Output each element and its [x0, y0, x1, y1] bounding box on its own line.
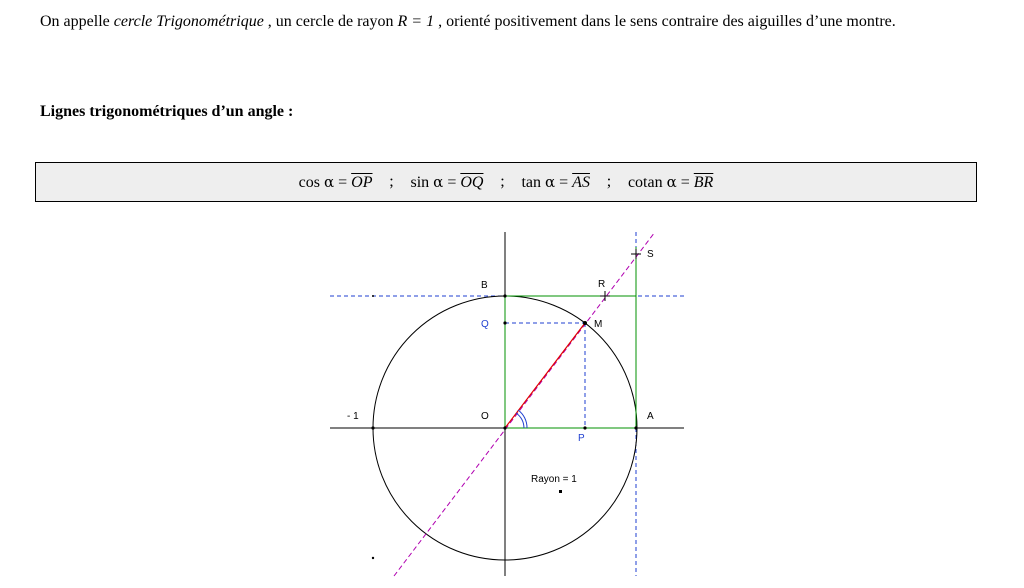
- intro-part2: , un cercle de rayon: [263, 13, 398, 30]
- point-q: [503, 321, 506, 324]
- formula-separator: ;: [389, 173, 394, 190]
- label-a: A: [647, 411, 654, 422]
- label-o: O: [481, 411, 489, 422]
- label-radius: Rayon = 1: [531, 474, 577, 485]
- label-minus-one: - 1: [347, 411, 359, 422]
- formula-eq: =: [443, 173, 461, 191]
- point-p: [583, 426, 586, 429]
- point-minus-one: [371, 426, 374, 429]
- point-stray-bottom: [372, 557, 374, 559]
- formula-separator: ;: [606, 173, 612, 190]
- intro-part3: , orienté positivement dans le sens contraire des aiguilles d’une montre.: [434, 13, 896, 30]
- point-a: [634, 426, 637, 429]
- label-s: S: [647, 249, 654, 260]
- point-o: [503, 426, 506, 429]
- formula-seg: $\overline{BR}$: [693, 173, 714, 191]
- formula-alpha: α: [433, 172, 444, 191]
- label-q: Q: [481, 319, 489, 330]
- point-b: [503, 294, 506, 297]
- intro-radius: R = 1: [397, 13, 435, 30]
- radius-marker: [559, 490, 562, 493]
- angle-ray-extended: [394, 232, 655, 576]
- formula-eq: =: [555, 173, 573, 191]
- label-m: M: [594, 319, 603, 330]
- point-stray: [372, 295, 374, 297]
- angle-arc: [518, 410, 527, 428]
- formula-separator: ;: [500, 173, 505, 190]
- formula-seg: $\overline{OP}$: [351, 173, 373, 191]
- formula-eq: =: [676, 173, 694, 191]
- formula-fn: cos: [298, 173, 324, 191]
- label-r: R: [598, 279, 606, 290]
- radius-om: [505, 323, 585, 428]
- formula-alpha: α: [545, 172, 556, 191]
- formula-seg: $\overline{AS}$: [572, 173, 590, 191]
- intro-part1: On appelle: [40, 13, 114, 30]
- formula-fn: sin: [410, 173, 434, 191]
- formula-fn: tan: [521, 173, 545, 191]
- formula-seg: $\overline{OQ}$: [460, 173, 484, 191]
- formula-alpha: α: [666, 172, 677, 191]
- label-b: B: [481, 280, 488, 291]
- formula-fn: cotan: [627, 173, 667, 191]
- point-m: [583, 321, 587, 325]
- formula-alpha: α: [324, 172, 335, 191]
- label-p: P: [578, 433, 585, 444]
- intro-term: cercle Trigonométrique: [113, 13, 264, 30]
- formula-eq: =: [334, 173, 352, 191]
- section-heading: Lignes trigonométriques d’un angle :: [40, 103, 294, 120]
